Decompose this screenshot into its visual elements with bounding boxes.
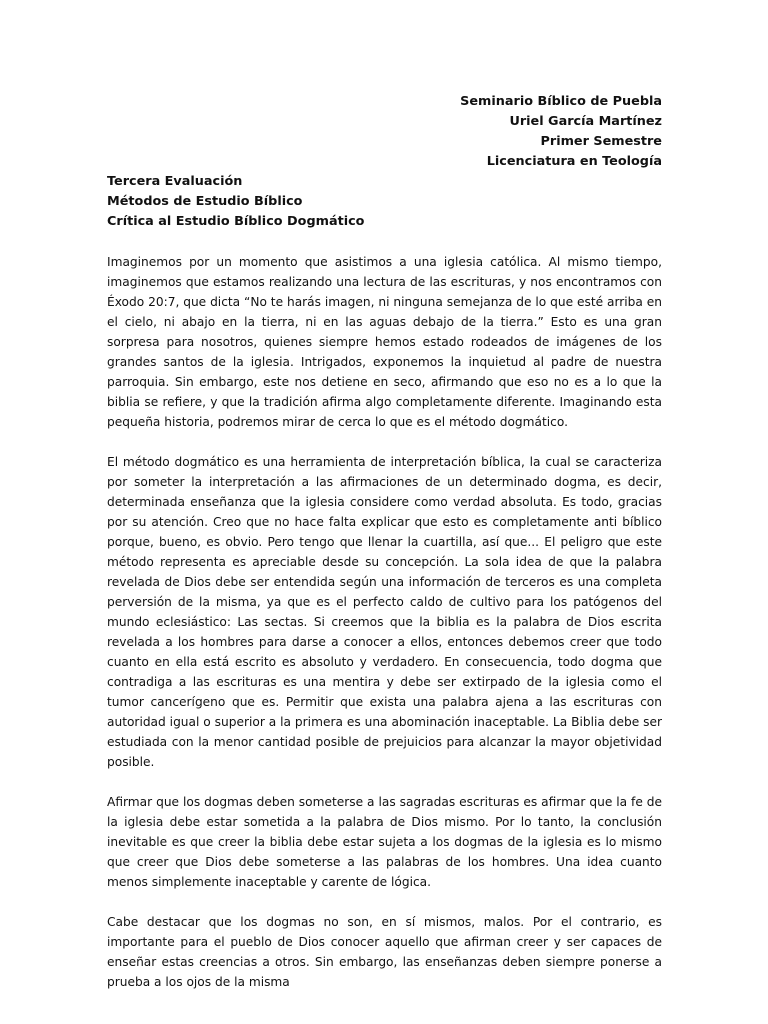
title-essay: Crítica al Estudio Bíblico Dogmático xyxy=(107,214,365,229)
document-title-block xyxy=(107,172,364,232)
header-semester: Primer Semestre xyxy=(540,134,662,149)
title-course: Métodos de Estudio Bíblico xyxy=(107,194,303,209)
document-header xyxy=(460,92,662,172)
header-degree: Licenciatura en Teología xyxy=(486,154,662,169)
paragraph-1: Imaginemos por un momento que asistimos a una iglesia católica. Al mismo tiempo, imaginemos que estamos realizando una lectura de las escrituras, y nos encontramos con Éxodo 20:7, que dicta “No te harás imagen, ni ninguna semejanza de lo que esté arriba en el cielo, ni abajo en la tierra, ni en las aguas debajo de la tierra.” Esto es una gran sorpresa para nosotros, quienes siempre hemos estado rodeados de imágenes de los grandes santos de la iglesia. Intrigados, exponemos la inquietud al padre de nuestra parroquia. Sin embargo, este nos detiene en seco, afirmando que eso no es a lo que la biblia se refiere, y que la tradición afirma algo completamente diferente. Imaginando esta pequeña historia, podremos mirar de cerca lo que es el método dogmático. xyxy=(107,255,662,429)
header-institution: Seminario Bíblico de Puebla xyxy=(460,94,662,109)
paragraph-3: Afirmar que los dogmas deben someterse a las sagradas escrituras es afirmar que la fe de la iglesia debe estar sometida a la palabra de Dios mismo. Por lo tanto, la conclusión inevitable es que creer la biblia debe estar sujeta a los dogmas de la iglesia es lo mismo que creer que Dios debe someterse a las palabras de los hombres. Una idea cuanto menos simplemente inaceptable y carente de lógica. xyxy=(107,795,662,889)
paragraph-2: El método dogmático es una herramienta de interpretación bíblica, la cual se caracteriza por someter la interpretación a las afirmaciones de un determinado dogma, es decir, determinada enseñanza que la iglesia considere como verdad absoluta. Es todo, gracias por su atención. Creo que no hace falta explicar que esto es completamente anti bíblico porque, bueno, es obvio. Pero tengo que llenar la cuartilla, así que... El peligro que este método representa es apreciable desde su concepción. La sola idea de que la palabra revelada de Dios debe ser entendida según una información de terceros es una completa perversión de la misma, ya que es el perfecto caldo de cultivo para los patógenos del mundo eclesiástico: Las sectas. Si creemos que la biblia es la palabra de Dios escrita revelada a los hombres para darse a conocer a ellos, entonces debemos creer que todo cuanto en ella está escrito es absoluto y verdadero. En consecuencia, todo dogma que contradiga a las escrituras es una mentira y debe ser extirpado de la iglesia como el tumor cancerígeno que es. Permitir que exista una palabra ajena a las escrituras con autoridad igual o superior a la primera es una abominación inaceptable. La Biblia debe ser estudiada con la menor cantidad posible de prejuicios para alcanzar la mayor objetividad posible. xyxy=(107,455,662,769)
paragraph-4: Cabe destacar que los dogmas no son, en sí mismos, malos. Por el contrario, es importante para el pueblo de Dios conocer aquello que afirman creer y ser capaces de enseñar estas creencias a otros. Sin embargo, las enseñanzas deben siempre ponerse a prueba a los ojos de la misma xyxy=(107,915,662,989)
header-author: Uriel García Martínez xyxy=(509,114,662,129)
document-body xyxy=(107,252,662,1012)
title-evaluation: Tercera Evaluación xyxy=(107,174,243,189)
